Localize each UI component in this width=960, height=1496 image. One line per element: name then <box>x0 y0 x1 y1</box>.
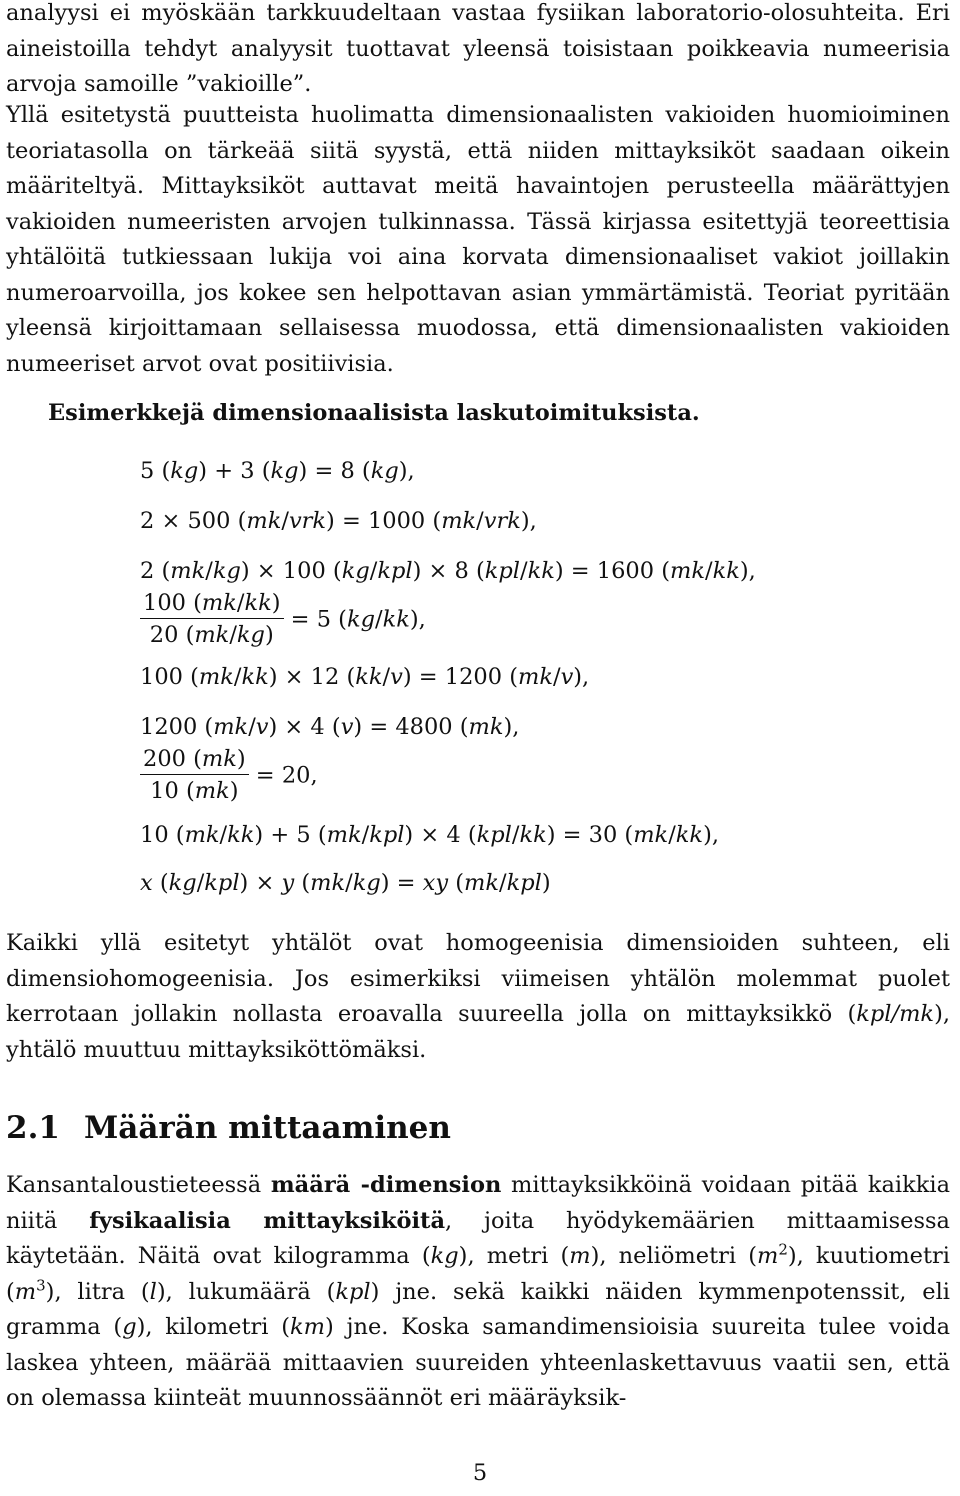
p4-text-11: ) jne. Koska samandimensioisia suureita tulee voida laskea yhteen, määrää mittaavien suureiden yhteenlaskettavuus vaatii sen, että on olemassa kiinteät muunnossäännöt eri määräyksik- <box>6 1314 950 1411</box>
fraction-4-denominator: 20 (mk/kg) <box>149 622 274 648</box>
unit-l: l <box>149 1278 157 1305</box>
paragraph-homogeneity <box>6 926 950 1068</box>
fraction-7-denominator: 10 (mk) <box>150 778 239 804</box>
section-number: 2.1 <box>6 1110 60 1146</box>
p4-text-5: ), neliömetri ( <box>590 1243 757 1269</box>
paragraph-intro: analyysi ei myöskään tarkkuudeltaan vastaa fysiikan laboratorio-olosuhteita. Eri aineistoilla tehdyt analyysit tuottavat yleensä toisistaan poikkeavia numeerisia arvoja samoille ”vakioille”. <box>6 0 950 97</box>
unit-g: g <box>122 1314 137 1340</box>
page-number: 5 <box>472 1460 488 1486</box>
fraction-4-numerator: 100 (mk/kk) <box>140 588 284 619</box>
paragraph-dimensional-constants: Yllä esitetystä puutteista huolimatta dimensionaalisten vakioiden huomioiminen teoriatasolla on tärkeää siitä syystä, että niiden mittayksiköt saadaan oikein määriteltyä. Mittayksiköt auttavat meitä havaintojen perusteella määrättyjen vakioiden numeeristen arvojen tulkinnassa. Tässä kirjassa esitettyjä teoreettisia yhtälöitä tutkiessaan lukija voi aina korvata dimensionaaliset vakiot joillakin numeroarvoilla, jos kokee sen helpottavan asian ymmärtämistä. Teoriat pyritään yleensä kirjoittamaan sellaisessa muodossa, että dimensionaalisten vakioiden numeeriset arvot ovat positiivisia. <box>6 102 950 377</box>
equation-4-result: = 5 (kg/kk), <box>283 606 426 633</box>
homogeneity-text-1: Kaikki yllä esitetyt yhtälöt ovat homogeenisia dimensioiden suhteen, eli dimensiohomogeenisia. Jos esimerkiksi viimeisen yhtälön molemmat puolet kerrotaan jollakin nollasta eroavalla suureella jolla on mittayksikkö ( <box>6 930 950 1027</box>
unit-m: m <box>569 1243 591 1269</box>
p4-text-3: , joita hyödykemäärien mittaamisessa käytetään. Näitä ovat kilogramma ( <box>6 1207 950 1269</box>
equation-8: 10 (mk/kk) + 5 (mk/kpl) × 4 (kpl/kk) = 30 (mk/kk), <box>140 822 720 848</box>
fraction-7-numerator: 200 (mk) <box>140 744 249 775</box>
homogeneity-unit: kpl/mk <box>856 1001 935 1027</box>
p4-text-1: Kansantaloustieteessä <box>6 1172 271 1198</box>
unit-m3-exponent: 3 <box>36 1276 46 1294</box>
p4-text-7: ), litra ( <box>45 1278 150 1305</box>
fraction-4 <box>140 588 284 651</box>
equation-3: 2 (mk/kg) × 100 (kg/kpl) × 8 (kpl/kk) = 1600 (mk/kk), <box>140 558 756 584</box>
unit-kpl: kpl <box>335 1278 371 1305</box>
p4-text-9: ) jne. sekä kaikki näiden kymmenpotenssit, eli gramma ( <box>6 1278 950 1340</box>
p4-text-6: ), kuutiometri ( <box>6 1243 950 1305</box>
p4-text-8: ), lukumäärä ( <box>156 1278 336 1305</box>
p4-bold-physical-units: fysikaalisia mittayksiköitä <box>89 1207 446 1234</box>
p4-text-2: mittayksikköinä voidaan pitää kaikkia niitä <box>6 1172 950 1234</box>
unit-kg: kg <box>430 1243 459 1269</box>
equation-7-result: = 20, <box>248 762 318 789</box>
p4-text-10: ), kilometri ( <box>136 1314 291 1340</box>
equation-7 <box>140 744 318 807</box>
examples-heading: Esimerkkejä dimensionaalisista laskutoimituksista. <box>48 400 700 426</box>
fraction-7 <box>140 744 249 807</box>
paragraph-quantity-measurement <box>6 1168 950 1417</box>
equation-9: x (kg/kpl) × y (mk/kg) = xy (mk/kpl) <box>140 870 551 896</box>
equation-6: 1200 (mk/v) × 4 (v) = 4800 (mk), <box>140 714 520 740</box>
unit-m3: m <box>14 1278 37 1305</box>
equation-1: 5 (kg) + 3 (kg) = 8 (kg), <box>140 458 415 484</box>
section-title: Määrän mittaaminen <box>83 1110 451 1146</box>
equation-2: 2 × 500 (mk/vrk) = 1000 (mk/vrk), <box>140 508 537 534</box>
homogeneity-text-2: ), yhtälö muuttuu mittayksiköttömäksi. <box>6 1001 950 1063</box>
unit-m2-exponent: 2 <box>778 1240 788 1259</box>
section-heading <box>6 1108 451 1148</box>
equation-5: 100 (mk/kk) × 12 (kk/v) = 1200 (mk/v), <box>140 664 590 690</box>
equation-4 <box>140 588 426 651</box>
unit-m2: m <box>756 1243 779 1269</box>
unit-km: km <box>290 1314 325 1340</box>
p4-bold-quantity-dimension: määrä -dimension <box>270 1172 502 1198</box>
p4-text-4: ), metri ( <box>458 1243 570 1269</box>
